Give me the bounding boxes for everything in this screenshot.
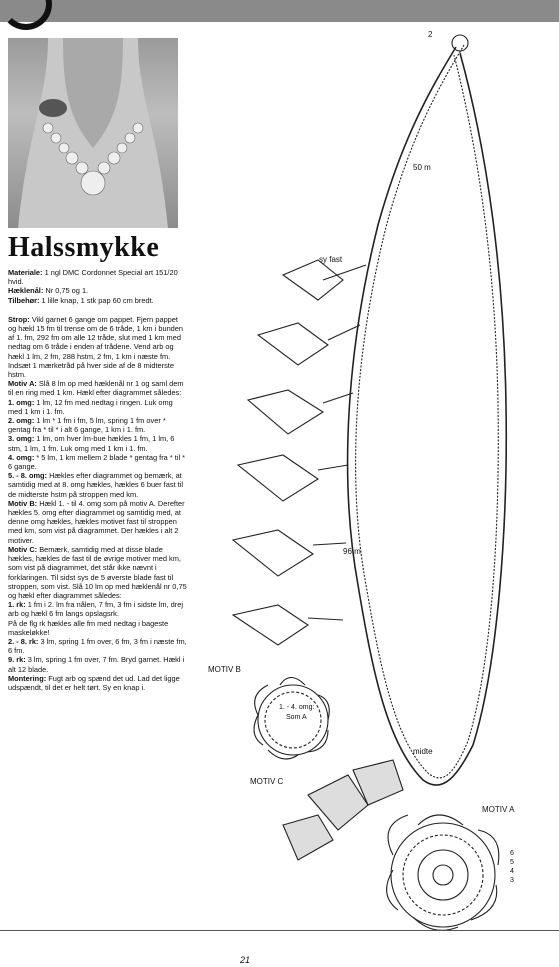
haeklenal-label: Hæklenål:	[8, 286, 44, 296]
montering-label: Montering:	[8, 673, 47, 683]
motif-a-flower	[387, 815, 499, 930]
rk28-text: 3 lm, spring 1 fm over, 6 fm, 3 fm i næste fm, 6 fm.	[8, 636, 187, 656]
article-title: Halssmykke	[8, 232, 160, 263]
necklace-photo-icon	[8, 38, 178, 228]
rk9-label: 9. rk:	[8, 655, 26, 665]
omg3-label: 3. omg:	[8, 434, 35, 444]
materials-paragraph	[8, 268, 188, 305]
omg4-text: * 5 lm, 1 km mellem 2 blade * gentag fra * til * 6 gange.	[8, 452, 186, 472]
label-motiv-b: MOTIV B	[208, 665, 241, 674]
label-96m: 96 m	[343, 547, 361, 556]
label-motiv-a: MOTIV A	[482, 805, 515, 814]
header-bar	[0, 0, 559, 22]
omg58-label: 5. - 8. omg:	[8, 471, 48, 481]
rk1-text: 1 fm i 2. lm fra nålen, 7 fm, 3 fm i sidste lm, drej arb og hækl 6 fm langs opslagsrk.	[8, 600, 183, 619]
omg4-label: 4. omg:	[8, 452, 35, 462]
motif-c-leaves	[283, 760, 403, 860]
omg1-text: 1 lm, 12 fm med nedtag i ringen. Luk omg med 1 km i 1. fm.	[8, 397, 173, 416]
omg2-label: 2. omg:	[8, 416, 35, 426]
rk28-label: 2. - 8. rk:	[8, 636, 39, 646]
label-sy-fast: sy fast	[319, 255, 343, 264]
rk-note: På de flg rk hækles alle fm med nedtag i bageste maskeløkke!	[8, 618, 169, 637]
omg58-text: Hækles efter diagrammet og bemærk, at samtidig med at 8. omg hækles, hækles 6 buer fast til de midterste hstm på stroppen med km.	[8, 471, 183, 499]
label-motiv-c: MOTIV C	[250, 777, 284, 786]
crochet-diagram	[188, 25, 559, 930]
motiv-a-text: Slå 8 lm op med hæklenål nr 1 og saml dem til en ring med 1 km. Hækl efter diagrammet således:	[8, 379, 184, 398]
tilbehor-text: 1 lille knap, 1 stk pap 60 cm bredt.	[39, 295, 154, 305]
materiale-text: 1 ngl DMC Cordonnet Special art 151/20 hvid.	[8, 268, 178, 287]
crochet-diagram-svg	[188, 25, 559, 930]
omg1-label: 1. omg:	[8, 397, 35, 407]
montering-text: Fugt arb og spænd det ud. Lad det ligge udspændt, til det er helt tørt. Sy en knap i.	[8, 673, 180, 692]
motiv-c-label: Motiv C:	[8, 544, 38, 554]
label-som-a-2: Som A	[286, 714, 307, 721]
strop-label: Strop:	[8, 314, 30, 324]
haeklenal-text: Nr 0,75 og 1.	[43, 286, 89, 296]
round-number-4: 4	[510, 868, 514, 875]
label-2: 2	[428, 30, 433, 39]
leaf-motifs	[233, 260, 366, 645]
motiv-a-label: Motiv A:	[8, 379, 37, 389]
section-number-glyph	[0, 0, 52, 30]
omg2-text: 1 lm * 1 fm i fm, 5 lm, spring 1 fm over * gentag fra * til * i alt 6 gange, 1 km i 1. fm.	[8, 416, 166, 435]
motiv-b-label: Motiv B:	[8, 498, 38, 508]
motiv-b-text: Hækl 1. - til 4. omg som på motiv A. Derefter hækles 5. omg efter diagrammet og samtidig med, at denne omg hækles, hækles motivet fast til stroppen med km, som vist på diagrammet. Der hækles i alt 2 motiver.	[8, 498, 185, 545]
rk9-text: 3 lm, spring 1 fm over, 7 fm. Bryd garnet. Hækl i alt 12 blade.	[8, 655, 185, 674]
motiv-c-text: Bemærk, samtidig med at disse blade hækles, hækles de fast til de øvrige motiver med km, som vist på diagrammet, det står ikke nævnt i forklaringen. Til sidst sys de 5 øverste blade fast til stroppen, som vist. Slå 10 lm op med hæklenål nr 0,75 og hækl efter diagrammet således:	[8, 544, 187, 600]
label-som-a-1: 1. - 4. omg:	[279, 704, 315, 711]
omg3-text: 1 lm, om hver lm-bue hækles 1 fm, 1 lm, 6 stm, 1 lm, 1 fm. Luk omg med 1 km i 1. fm.	[8, 434, 175, 453]
round-number-5: 5	[510, 859, 514, 866]
necklace-photo	[8, 38, 178, 228]
label-midte: midte	[413, 747, 433, 756]
instructions-text	[8, 268, 188, 695]
round-number-6: 6	[510, 850, 514, 857]
materiale-label: Materiale:	[8, 268, 43, 277]
strop-text: Vikl garnet 6 gange om pappet. Fjern pappet og hækl 15 fm til trense om de 6 tråde, 1 km i bunden af 1. fm, 292 fm om alle 12 tråde, slut med 1 km med nedtag om 6 tråde i enden af trådene. Vend arb og hækl 1 lm, 2 fm, 288 hstm, 2 fm, 1 km i næste fm. Indsæt 1 mærketråd på hver side af de 8 midterste hstm.	[8, 314, 184, 380]
tilbehor-label: Tilbehør:	[8, 295, 40, 305]
strop-paragraph	[8, 315, 188, 692]
rk1-label: 1. rk:	[8, 600, 26, 610]
label-50m: 50 m	[413, 163, 431, 172]
footer-divider	[0, 930, 559, 931]
page-number: 21	[240, 955, 251, 965]
round-number-3: 3	[510, 877, 514, 884]
